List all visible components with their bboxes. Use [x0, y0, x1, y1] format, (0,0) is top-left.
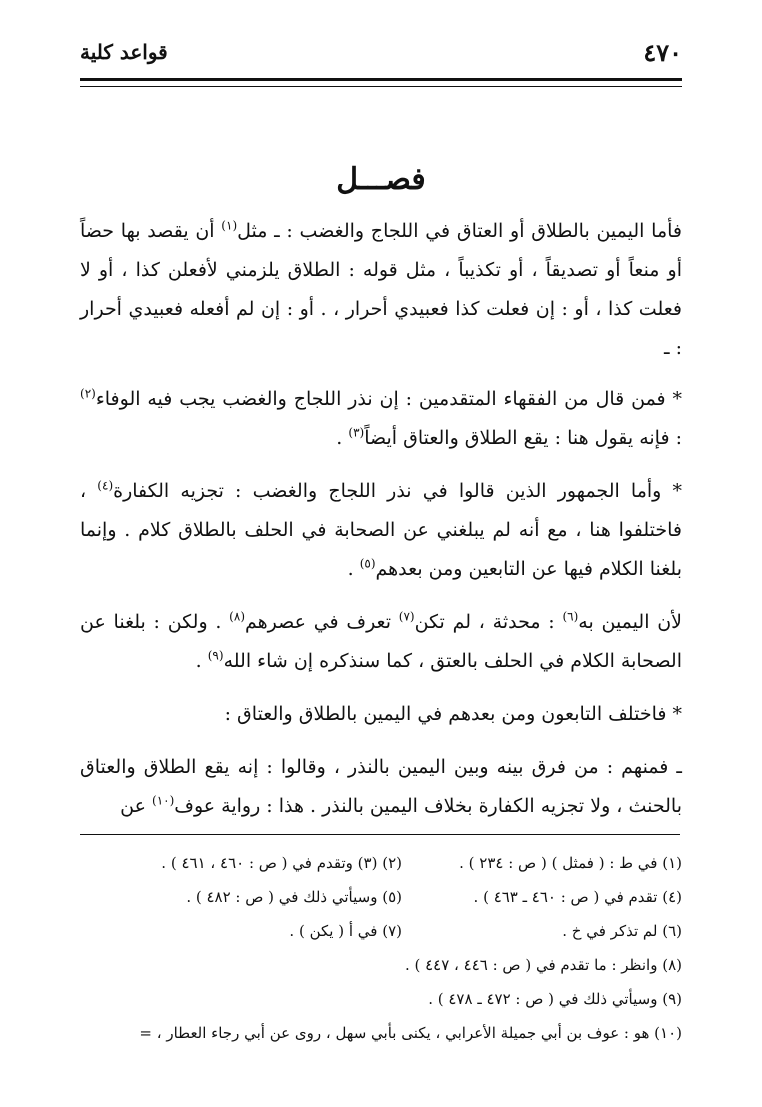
footnote-ref: (٩)	[207, 648, 224, 663]
footnote-ref: (١٠)	[152, 793, 175, 808]
footnote-ref: (٥)	[359, 556, 376, 571]
footnote-row	[80, 880, 682, 914]
running-title: قواعد كلية	[80, 40, 168, 64]
paragraph-text: * فمن قال من الفقهاء المتقدمين : إن نذر اللجاج والغضب يجب فيه الوفاء	[95, 388, 682, 410]
paragraph-text: تعرف في عصرهم	[245, 611, 399, 633]
footnote: (١٠) هو : عوف بن أبي جميلة الأعرابي ، يكنى بأبي سهل ، روى عن أبي رجاء العطار ، =	[139, 1024, 682, 1042]
paragraph-text: : محدثة ، لم تكن	[414, 611, 563, 633]
footnote-row	[80, 948, 682, 982]
header-rule-thick	[80, 78, 682, 81]
paragraph-text: فأما اليمين بالطلاق أو العتاق في اللجاج والغضب : ـ مثل	[237, 220, 682, 242]
footnote-row	[80, 1016, 682, 1050]
paragraph	[80, 472, 682, 589]
footnotes	[80, 846, 682, 1050]
footnote: (٢) (٣) وتقدم في ( ص : ٤٦٠ ، ٤٦١ ) .	[161, 854, 402, 872]
footnote-ref: (٨)	[229, 609, 245, 624]
page-number: ٤٧٠	[643, 38, 682, 67]
footnote-ref: (١)	[221, 218, 238, 233]
footnote-row	[80, 982, 682, 1016]
section-title-text: فصـــل	[336, 162, 426, 197]
paragraph-text: عن	[120, 795, 152, 817]
paragraph-text: ، فاختلفوا هنا ، مع أنه لم يبلغني عن الصحابة في الحلف بالطلاق كلام . وإنما بلغنا الكلام فيها عن التابعين ومن بعدهم	[80, 480, 682, 580]
footnote: (٤) تقدم في ( ص : ٤٦٠ ـ ٤٦٣ ) .	[473, 888, 682, 906]
footnote-ref: (٧)	[398, 609, 415, 624]
paragraph-text: .	[336, 427, 349, 449]
paragraph-text: * وأما الجمهور الذين قالوا في نذر اللجاج والغضب : تجزيه الكفارة	[113, 480, 683, 502]
paragraph	[80, 212, 682, 368]
footnote-ref: (٦)	[562, 609, 579, 624]
paragraph-text: لأن اليمين به	[578, 611, 683, 633]
section-title	[0, 162, 762, 197]
paragraph	[80, 748, 682, 826]
paragraph-text: : فإنه يقول هنا : يقع الطلاق والعتاق أيضاً	[364, 427, 682, 449]
paragraph	[80, 603, 682, 681]
page-header	[80, 38, 682, 68]
footnote: (٩) وسيأتي ذلك في ( ص : ٤٧٢ ـ ٤٧٨ ) .	[428, 990, 682, 1008]
footnote: (٧) في أ ( يكن ) .	[289, 922, 402, 940]
footnote-row	[80, 914, 682, 948]
footnote-row	[80, 846, 682, 880]
paragraph-text: ـ فمنهم : من فرق بينه وبين اليمين بالنذر ، وقالوا : إنه يقع الطلاق والعتاق بالحنث ، ولا تجزيه الكفارة بخلاف اليمين بالنذر . هذا : رواية عوف	[80, 756, 682, 817]
footnote-ref: (٢)	[80, 386, 96, 401]
footnote-ref: (٣)	[348, 425, 365, 440]
paragraph	[80, 695, 682, 734]
paragraph-text: .	[347, 558, 360, 580]
main-text	[80, 212, 682, 840]
footnote-separator	[80, 834, 680, 835]
footnote: (٥) وسيأتي ذلك في ( ص : ٤٨٢ ) .	[186, 888, 402, 906]
paragraph-text: . ولكن : بلغنا عن الصحابة الكلام في الحلف بالعتق ، كما سنذكره إن شاء الله	[80, 611, 682, 672]
footnote: (٦) لم تذكر في خ .	[562, 922, 682, 940]
paragraph-text: * فاختلف التابعون ومن بعدهم في اليمين بالطلاق والعتاق :	[224, 703, 682, 725]
paragraph-text: أن يقصد بها حضاً أو منعاً أو تصديقاً ، أو تكذيباً ، مثل قوله : الطلاق يلزمني لأفعلن كذا ، أو لا فعلت كذا ، أو : إن فعلت كذا فعبيدي أحرار ، . أو : إن لم أفعله فعبيدي أحرار : ـ	[80, 220, 682, 359]
paragraph-text: .	[195, 650, 208, 672]
header-rule-thin	[80, 86, 682, 87]
paragraph	[80, 380, 682, 458]
footnote-ref: (٤)	[97, 478, 114, 493]
footnote: (١) في ط : ( فمثل ) ( ص : ٢٣٤ ) .	[459, 854, 682, 872]
footnote: (٨) وانظر : ما تقدم في ( ص : ٤٤٦ ، ٤٤٧ ) .	[404, 956, 682, 974]
